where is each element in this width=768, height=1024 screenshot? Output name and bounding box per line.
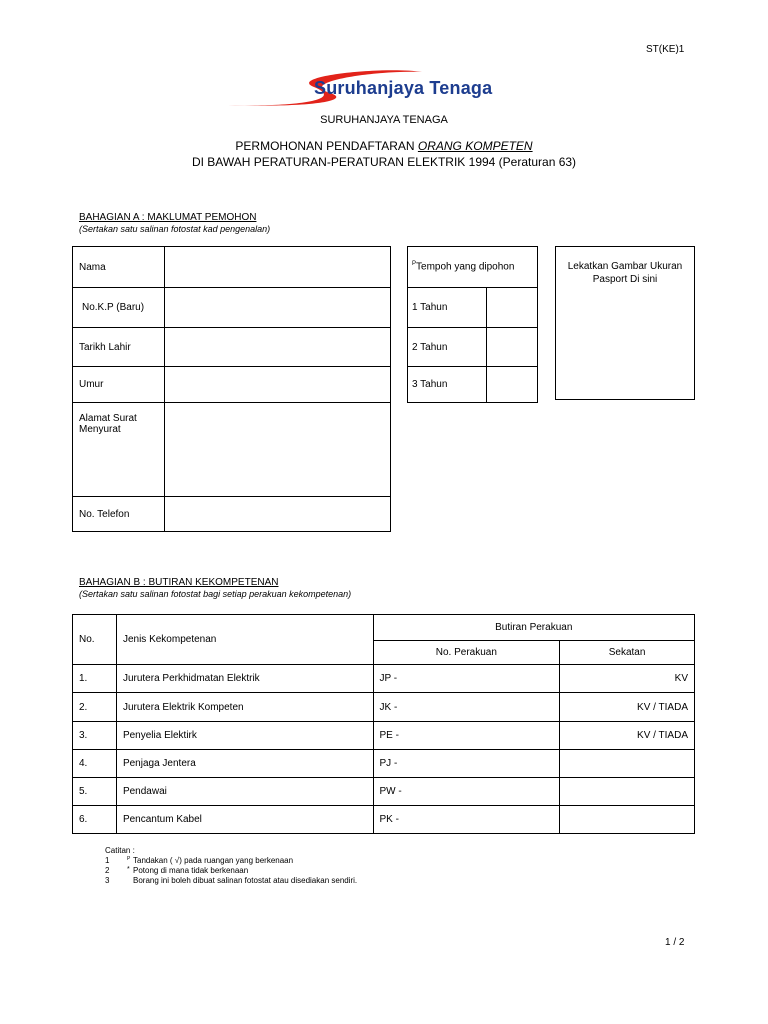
- field-label: Nama: [73, 247, 165, 288]
- section-a-heading: BAHAGIAN A : MAKLUMAT PEMOHON: [79, 212, 257, 223]
- page-number: 1 / 2: [665, 937, 685, 948]
- ic-number-field[interactable]: [164, 288, 390, 328]
- table-row: [73, 806, 695, 834]
- competency-type: Pencantum Kabel: [116, 806, 373, 834]
- form-code: ST(KE)1: [646, 44, 685, 55]
- form-title-line2: DI BAWAH PERATURAN-PERATURAN ELEKTRIK 1994 (Peraturan 63): [191, 155, 577, 169]
- list-item: [105, 856, 357, 866]
- competency-type: Penyelia Elektirk: [116, 722, 373, 750]
- table-row: [73, 288, 391, 328]
- form-title-emphasis: ORANG KOMPETEN: [417, 139, 533, 153]
- row-number: 4.: [73, 750, 117, 778]
- table-row: [408, 288, 538, 328]
- form-title-line1: [0, 139, 768, 153]
- asterisk-mark: *: [127, 865, 130, 873]
- table-row: [73, 778, 695, 806]
- address-field[interactable]: [164, 403, 390, 497]
- period-table: [407, 246, 538, 403]
- name-field[interactable]: [164, 247, 390, 288]
- limit-field[interactable]: KV / TIADA: [560, 722, 695, 750]
- notes-list: [105, 856, 357, 885]
- competency-table: [72, 614, 695, 834]
- competency-type: Jurutera Perkhidmatan Elektrik: [116, 665, 373, 693]
- field-label: No.K.P (Baru): [73, 288, 165, 328]
- competency-type: Penjaga Jentera: [116, 750, 373, 778]
- period-option-label: 2 Tahun: [408, 328, 487, 367]
- column-header-limit: Sekatan: [560, 641, 695, 665]
- field-label: Alamat Surat Menyurat: [73, 403, 165, 497]
- field-label: No. Telefon: [73, 497, 165, 532]
- section-b-heading: BAHAGIAN B : BUTIRAN KEKOMPETENAN: [79, 577, 279, 588]
- table-row: [73, 367, 391, 403]
- limit-field[interactable]: [560, 806, 695, 834]
- applicant-info-table: [72, 246, 391, 532]
- tick-mark: P: [412, 261, 417, 268]
- note-text: Tandakan ( √) pada ruangan yang berkenaan: [133, 856, 294, 865]
- table-row: [73, 328, 391, 367]
- limit-field[interactable]: KV / TIADA: [560, 693, 695, 722]
- agency-logo: [226, 64, 526, 110]
- table-row: [408, 367, 538, 403]
- cert-number-field[interactable]: JP -: [373, 665, 560, 693]
- period-3-year-checkbox[interactable]: [487, 367, 538, 403]
- cert-number-field[interactable]: PJ -: [373, 750, 560, 778]
- competency-type: Pendawai: [116, 778, 373, 806]
- list-item: [105, 866, 357, 877]
- note-number: 1: [105, 856, 110, 865]
- row-number: 5.: [73, 778, 117, 806]
- table-row: [73, 750, 695, 778]
- competency-type: Jurutera Elektrik Kompeten: [116, 693, 373, 722]
- section-a-note: (Sertakan satu salinan fotostat kad pengenalan): [79, 224, 271, 234]
- form-title-prefix: PERMOHONAN PENDAFTARAN: [235, 139, 418, 153]
- tick-mark: P: [127, 856, 131, 862]
- limit-field[interactable]: [560, 750, 695, 778]
- period-2-year-checkbox[interactable]: [487, 328, 538, 367]
- period-1-year-checkbox[interactable]: [487, 288, 538, 328]
- table-row: [73, 693, 695, 722]
- period-option-label: 3 Tahun: [408, 367, 487, 403]
- column-header-cert-group: Butiran Perakuan: [373, 615, 694, 641]
- table-row: [73, 403, 391, 497]
- note-text: Borang ini boleh dibuat salinan fotostat atau disediakan sendiri.: [133, 876, 358, 886]
- field-label: Umur: [73, 367, 165, 403]
- row-number: 2.: [73, 693, 117, 722]
- table-header-row: [73, 615, 695, 641]
- table-row: [73, 497, 391, 532]
- agency-name: SURUHANJAYA TENAGA: [320, 114, 448, 126]
- photo-box[interactable]: [555, 246, 695, 400]
- section-b-note: (Sertakan satu salinan fotostat bagi setiap perakuan kekompetenan): [79, 589, 352, 599]
- age-field[interactable]: [164, 367, 390, 403]
- row-number: 6.: [73, 806, 117, 834]
- table-row: [73, 665, 695, 693]
- cert-number-field[interactable]: PK -: [373, 806, 560, 834]
- limit-field[interactable]: KV: [560, 665, 695, 693]
- column-header-no: No.: [73, 615, 117, 665]
- photo-box-instruction: Lekatkan Gambar Ukuran Pasport Di sini: [567, 261, 683, 285]
- period-header-label: Tempoh yang dipohon: [416, 261, 515, 273]
- table-row: [408, 328, 538, 367]
- column-header-cert-no: No. Perakuan: [373, 641, 560, 665]
- notes-title: Catitan :: [105, 846, 135, 855]
- row-number: 1.: [73, 665, 117, 693]
- table-row: [73, 247, 391, 288]
- row-number: 3.: [73, 722, 117, 750]
- cert-number-field[interactable]: PW -: [373, 778, 560, 806]
- period-header: [408, 247, 538, 288]
- birth-date-field[interactable]: [164, 328, 390, 367]
- cert-number-field[interactable]: PE -: [373, 722, 560, 750]
- field-label: Tarikh Lahir: [73, 328, 165, 367]
- note-number: 3: [105, 876, 110, 886]
- cert-number-field[interactable]: JK -: [373, 693, 560, 722]
- list-item: [105, 876, 357, 885]
- note-text: Potong di mana tidak berkenaan: [133, 865, 249, 875]
- period-option-label: 1 Tahun: [408, 288, 487, 328]
- note-number: 2: [105, 865, 110, 875]
- limit-field[interactable]: [560, 778, 695, 806]
- column-header-type: Jenis Kekompetenan: [116, 615, 373, 665]
- phone-field[interactable]: [164, 497, 390, 532]
- table-row: [73, 722, 695, 750]
- logo-wordmark: Suruhanjaya Tenaga: [314, 78, 493, 98]
- table-row: [408, 247, 538, 288]
